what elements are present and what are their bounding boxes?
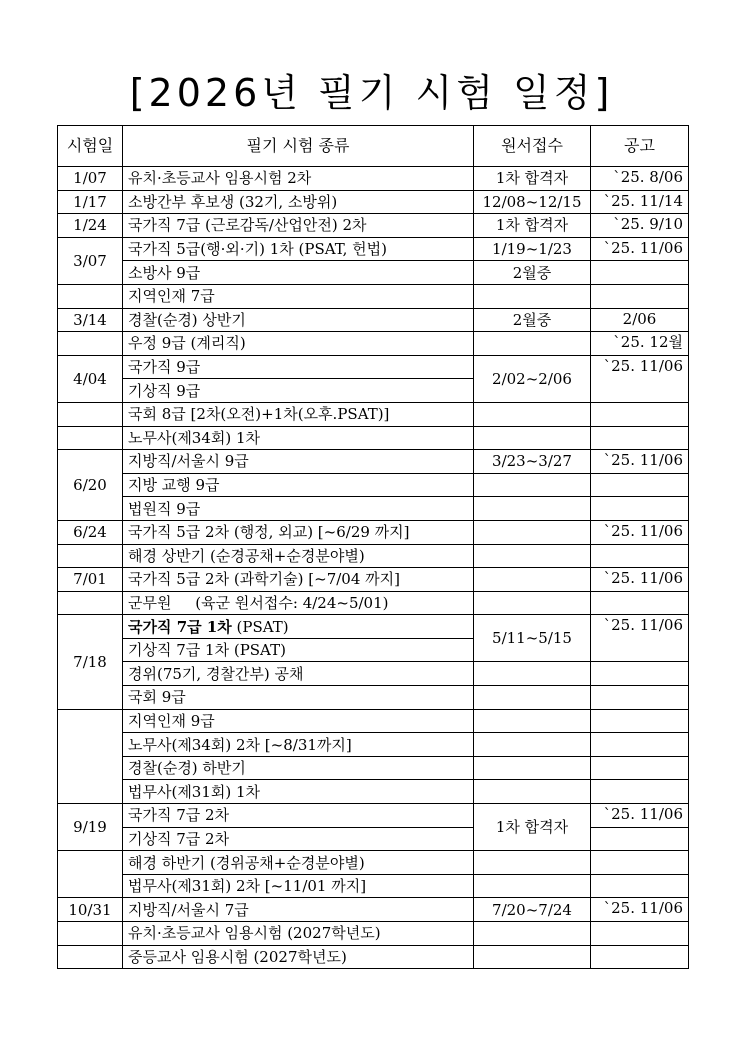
- exam-type: 유치·초등교사 임용시험 (2027학년도): [123, 922, 474, 946]
- table-row: [58, 355, 689, 379]
- exam-type-bold: 국가직 7급 1차: [128, 617, 232, 636]
- announcement-date: `25. 11/06: [591, 355, 689, 402]
- registration-period: [474, 945, 591, 969]
- table-row: [58, 544, 689, 568]
- exam-date: 1/07: [58, 167, 123, 191]
- table-row: [58, 214, 689, 238]
- announcement-date: [591, 402, 689, 426]
- registration-period: 2월중: [474, 261, 591, 285]
- announcement-date: [591, 473, 689, 497]
- announcement-date: `25. 11/06: [591, 237, 689, 261]
- table-row: [58, 709, 689, 733]
- exam-type: 지방직/서울시 9급: [123, 450, 474, 474]
- exam-type: 국가직 5급(행·외·기) 1차 (PSAT, 헌법): [123, 237, 474, 261]
- exam-date: 4/04: [58, 355, 123, 402]
- announcement-date: `25. 11/06: [591, 450, 689, 474]
- announcement-date: [591, 662, 689, 686]
- registration-period: 2월중: [474, 308, 591, 332]
- table-header-row: [58, 126, 689, 167]
- exam-type: 지방직/서울시 7급: [123, 898, 474, 922]
- registration-period: 2/02~2/06: [474, 355, 591, 402]
- registration-period: [474, 874, 591, 898]
- exam-type: 노무사(제34회) 1차: [123, 426, 474, 450]
- announcement-date: `25. 11/06: [591, 568, 689, 592]
- table-row: [58, 945, 689, 969]
- exam-type: 해경 하반기 (경위공채+순경분야별): [123, 851, 474, 875]
- table-row: [58, 827, 689, 851]
- announcement-date: [591, 686, 689, 710]
- registration-period: [474, 520, 591, 544]
- table-row: [58, 190, 689, 214]
- table-row: [58, 568, 689, 592]
- registration-period: 12/08~12/15: [474, 190, 591, 214]
- exam-type: 국회 9급: [123, 686, 474, 710]
- registration-period: 1차 합격자: [474, 804, 591, 851]
- table-row: [58, 497, 689, 521]
- exam-type: 지역인재 7급: [123, 284, 474, 308]
- registration-period: [474, 780, 591, 804]
- exam-type: 지역인재 9급: [123, 709, 474, 733]
- table-row: [58, 520, 689, 544]
- announcement-date: [591, 709, 689, 733]
- announcement-date: [591, 261, 689, 285]
- exam-type: 소방간부 후보생 (32기, 소방위): [123, 190, 474, 214]
- announcement-date: [591, 284, 689, 308]
- exam-date: [58, 851, 123, 898]
- announcement-date: [591, 591, 689, 615]
- announcement-date: `25. 8/06: [591, 167, 689, 191]
- exam-date: [58, 945, 123, 969]
- table-row: [58, 332, 689, 356]
- registration-period: 1차 합격자: [474, 214, 591, 238]
- announcement-date: `25. 11/06: [591, 804, 689, 828]
- exam-type: 기상직 7급 1차 (PSAT): [123, 638, 474, 662]
- table-row: [58, 874, 689, 898]
- announcement-date: `25. 11/06: [591, 898, 689, 922]
- registration-period: [474, 497, 591, 521]
- exam-type: 중등교사 임용시험 (2027학년도): [123, 945, 474, 969]
- announcement-date: [591, 756, 689, 780]
- exam-date: [58, 922, 123, 946]
- table-row: [58, 167, 689, 191]
- registration-period: [474, 332, 591, 356]
- header-date: 시험일: [58, 126, 123, 167]
- exam-date: 6/20: [58, 450, 123, 521]
- exam-type: 지방 교행 9급: [123, 473, 474, 497]
- exam-date: [58, 332, 123, 356]
- exam-type: 노무사(제34회) 2차 [~8/31까지]: [123, 733, 474, 757]
- registration-period: [474, 756, 591, 780]
- exam-schedule-table: [57, 125, 689, 969]
- exam-date: [58, 426, 123, 450]
- exam-type: 법무사(제31회) 1차: [123, 780, 474, 804]
- table-row: [58, 261, 689, 285]
- header-exam: 필기 시험 종류: [123, 126, 474, 167]
- registration-period: [474, 662, 591, 686]
- exam-type: 국회 8급 [2차(오전)+1차(오후.PSAT)]: [123, 402, 474, 426]
- registration-period: [474, 426, 591, 450]
- table-row: [58, 473, 689, 497]
- exam-type: 경위(75기, 경찰간부) 공채: [123, 662, 474, 686]
- exam-date: 1/24: [58, 214, 123, 238]
- page-title: [2026년 필기 시험 일정]: [129, 71, 614, 115]
- registration-period: [474, 922, 591, 946]
- registration-period: [474, 473, 591, 497]
- announcement-date: [591, 780, 689, 804]
- registration-period: 5/11~5/15: [474, 615, 591, 662]
- registration-period: [474, 568, 591, 592]
- announcement-date: [591, 922, 689, 946]
- exam-date: [58, 402, 123, 426]
- table-row: [58, 591, 689, 615]
- exam-date: 1/17: [58, 190, 123, 214]
- table-row: [58, 308, 689, 332]
- exam-date: 3/14: [58, 308, 123, 332]
- exam-date: 7/01: [58, 568, 123, 592]
- exam-date: 9/19: [58, 804, 123, 851]
- announcement-date: [591, 874, 689, 898]
- table-row: [58, 780, 689, 804]
- table-row: [58, 686, 689, 710]
- exam-type: 기상직 9급: [123, 379, 474, 403]
- announcement-date: [591, 945, 689, 969]
- exam-type: 법원직 9급: [123, 497, 474, 521]
- header-announcement: 공고: [591, 126, 689, 167]
- table-row: [58, 922, 689, 946]
- exam-date: [58, 709, 123, 803]
- exam-date: 3/07: [58, 237, 123, 284]
- exam-type: [123, 615, 474, 639]
- exam-date: 6/24: [58, 520, 123, 544]
- registration-period: [474, 733, 591, 757]
- registration-period: [474, 402, 591, 426]
- exam-date: [58, 544, 123, 568]
- registration-period: 1/19~1/23: [474, 237, 591, 261]
- table-row: [58, 898, 689, 922]
- announcement-date: [591, 544, 689, 568]
- exam-type: 경찰(순경) 상반기: [123, 308, 474, 332]
- exam-type: 경찰(순경) 하반기: [123, 756, 474, 780]
- table-row: [58, 615, 689, 639]
- announcement-date: [591, 851, 689, 875]
- registration-period: [474, 686, 591, 710]
- announcement-date: `25. 9/10: [591, 214, 689, 238]
- table-row: [58, 851, 689, 875]
- exam-type: 해경 상반기 (순경공채+순경분야별): [123, 544, 474, 568]
- announcement-date: `25. 11/14: [591, 190, 689, 214]
- registration-period: [474, 284, 591, 308]
- announcement-date: [591, 426, 689, 450]
- exam-type: 국가직 9급: [123, 355, 474, 379]
- registration-period: 1차 합격자: [474, 167, 591, 191]
- exam-type: 국가직 5급 2차 (과학기술) [~7/04 까지]: [123, 568, 474, 592]
- announcement-date: `25. 12월: [591, 332, 689, 356]
- table-row: [58, 237, 689, 261]
- exam-date: [58, 591, 123, 615]
- table-row: [58, 756, 689, 780]
- exam-date: [58, 284, 123, 308]
- registration-period: 3/23~3/27: [474, 450, 591, 474]
- registration-period: 7/20~7/24: [474, 898, 591, 922]
- exam-type: 국가직 7급 (근로감독/산업안전) 2차: [123, 214, 474, 238]
- table-row: [58, 804, 689, 828]
- exam-type: 군무원 (육군 원서접수: 4/24~5/01): [123, 591, 474, 615]
- table-row: [58, 426, 689, 450]
- table-row: [58, 450, 689, 474]
- header-registration: 원서접수: [474, 126, 591, 167]
- registration-period: [474, 851, 591, 875]
- announcement-date: `25. 11/06: [591, 615, 689, 662]
- exam-date: 10/31: [58, 898, 123, 922]
- table-row: [58, 402, 689, 426]
- exam-type: 기상직 7급 2차: [123, 827, 474, 851]
- exam-type: 국가직 7급 2차: [123, 804, 474, 828]
- announcement-date: 2/06: [591, 308, 689, 332]
- table-row: [58, 284, 689, 308]
- exam-type: 법무사(제31회) 2차 [~11/01 까지]: [123, 874, 474, 898]
- announcement-date: [591, 733, 689, 757]
- announcement-date: [591, 497, 689, 521]
- exam-type: 소방사 9급: [123, 261, 474, 285]
- table-row: [58, 733, 689, 757]
- exam-date: 7/18: [58, 615, 123, 709]
- announcement-date: [591, 827, 689, 851]
- exam-type-rest: (PSAT): [231, 617, 289, 636]
- announcement-date: `25. 11/06: [591, 520, 689, 544]
- table-row: [58, 662, 689, 686]
- exam-type: 우정 9급 (계리직): [123, 332, 474, 356]
- exam-type: 국가직 5급 2차 (행정, 외교) [~6/29 까지]: [123, 520, 474, 544]
- registration-period: [474, 544, 591, 568]
- exam-type: 유치·초등교사 임용시험 2차: [123, 167, 474, 191]
- registration-period: [474, 591, 591, 615]
- registration-period: [474, 709, 591, 733]
